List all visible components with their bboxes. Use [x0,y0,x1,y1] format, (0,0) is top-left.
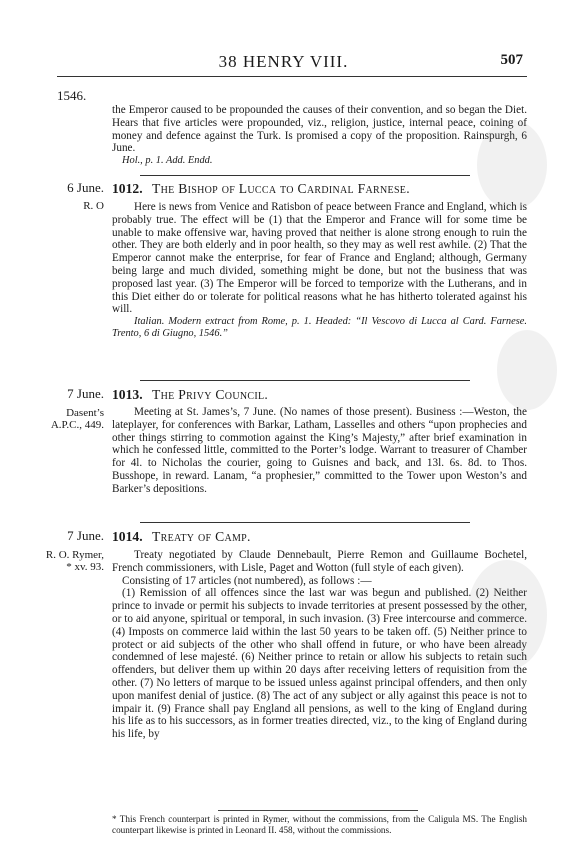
entry-1013-text [112,406,527,496]
entry-1013-date: 7 June. [67,386,104,401]
entry-1012-number: 1012. [112,181,143,196]
footnote-rule [218,810,418,811]
entry-1012-note-text: Italian. Modern extract from Rome, p. 1. Headed: “Il Vescovo di Lucca al Card. Farnese. Trento, 6 di Giugno, 1546.” [112,316,527,340]
page-number: 507 [500,52,523,68]
entry-1013-ref: Dasent’s A.P.C., 449. [50,407,104,431]
footnote: * This French counterpart is printed in Rymer, without the commissions, from the Caligula MS. The English counterpart likewise is printed in Leonard II. 458, without the commissions. [112,814,527,835]
entry-1014-ref: R. O. Rymer, * xv. 93. [45,549,104,573]
entry-1012-text [112,201,527,341]
running-header-title: 38 HENRY VIII. [218,52,349,71]
entry-1013-heading: The Privy Council. [152,387,269,402]
entry-1014-body3: (1) Remission of all offences since the last war was begun and published. (2) Neither prince to invade or permit his subjects to invade territories at present possessed by the other, or to aid anyone, spiritual or temporal, in such invasion. (3) Free intercourse and commerce. (4) Imposts on commerce laid within the last 50 years to be taken off. (5) Neither prince to protect or aid subjects of the other who shall offend in future, or who have been already condemned of lese majesté. (6) Neither prince to retain or allow his subjects to retain such offenders, but deliver them up within 20 days after receiving letters of requisition from the other. (7) No letters of marque to be issued unless against principal offenders, and then only upon manifest denial of justice. (8) The act of any subject or ally against this peace is not to impair it. (9) France shall pay England all pensions, as well to the king of England during his life as to his successors, as in former treaties directed, viz., to the king of England during his life, by [112,587,527,741]
entry-1012-title [112,181,527,197]
section-divider [140,522,470,523]
entry-1013-title [112,387,527,403]
entry-1013-body: Meeting at St. James’s, 7 June. (No names of those present). Business :—Weston, the lateplayer, for conferences with Barkar, Latham, Lasselles and others “upon prophecies and other things stirring to commotion against the King’s Majesty,” after brief examination in which he confessed little, committed to the Porter’s lodge. Warrant to treasurer of Chamber for 4l. to Nicholas the courier, going to Guisnes and back, and 13l. 6s. 8d. to Thos. Busshope, in reward. Lanam, “a prophesier,” committed to the Tower upon Weston’s and Barker’s depositions. [112,406,527,495]
entry-1012-date: 6 June. [67,180,104,195]
entry-1012-ref: R. O [83,200,104,212]
continuation-text [112,104,527,167]
entry-1014-heading: Treaty of Camp. [152,529,251,544]
continuation-source [112,155,527,167]
entry-1012-note [112,316,527,340]
section-divider [140,380,470,381]
entry-1012-body: Here is news from Venice and Ratisbon of peace between France and England, which is probably true. The effect will be (1) that the Emperor and France will for some time be unable to make offensive war, having proved that neither is alone strong enough to ruin the other. They are both elderly and in poor health, so they may as well rest awhile. (2) That the Emperor cannot make the enterprise, for fear of France and England; although, Germany being large and much divided, something might be done, but not the business that was proposed last year. (3) The Emperor will be forced to temporize with the Lutherans, and in this Diet either do or tolerate for political reasons what he has hitherto tolerated against his will. [112,201,527,316]
header-rule [57,76,527,77]
entry-1013-number: 1013. [112,387,143,402]
entry-1014-date: 7 June. [67,528,104,543]
continuation-body: the Emperor caused to be propounded the causes of their convention, and so began the Diet. Hears that five articles were propounded, viz., religion, justice, internal peace, coining of money and defence against the Turk. Is promised a copy of the proposition. Rainspurgh, 6 June. [112,104,527,155]
entry-1014-text [112,549,527,741]
entry-1014-title [112,529,527,545]
continuation-source-text: Hol., p. 1. Add. Endd. [122,155,213,167]
section-divider [140,175,470,176]
entry-1012-heading: The Bishop of Lucca to Cardinal Farnese. [152,181,410,196]
entry-1014-number: 1014. [112,529,143,544]
entry-1014-body: Treaty negotiated by Claude Dennebault, Pierre Remon and Guillaume Bochetel, French commissioners, with Lisle, Paget and Wotton (full style of each given). [112,549,527,574]
entry-1014-body2: Consisting of 17 articles (not numbered), as follows :— [122,574,372,587]
year-label: 1546. [57,88,87,103]
